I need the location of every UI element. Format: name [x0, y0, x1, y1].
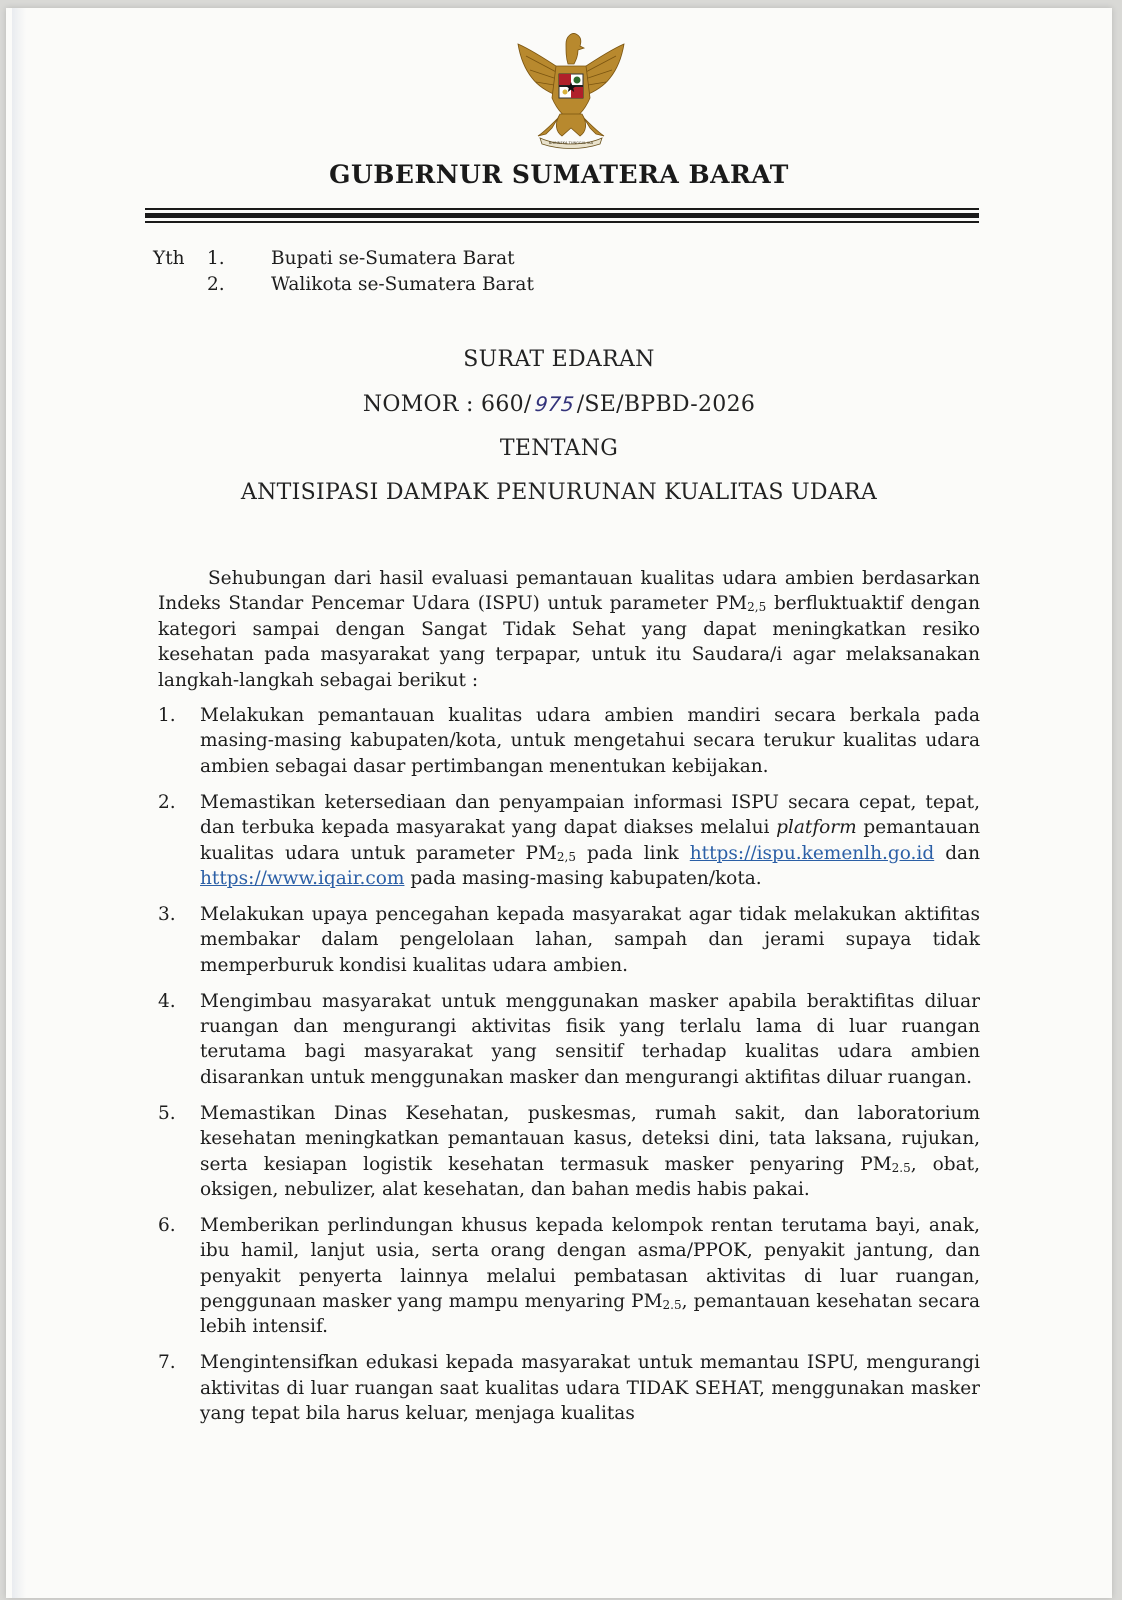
intro-text: Sehubungan dari hasil evaluasi pemantauan kualitas udara ambien berdasarkan Indeks Standar Pencemar Udara (ISPU) untuk parameter PM [158, 568, 980, 615]
item-number: 2. [158, 791, 176, 813]
item-subscript: 2,5 [556, 849, 576, 864]
item-number: 6. [158, 1214, 176, 1236]
intro-subscript: 2,5 [747, 600, 767, 615]
header-title: GUBERNUR SUMATERA BARAT [329, 160, 789, 189]
item-text: pada masing-masing kabupaten/kota. [404, 867, 762, 889]
header-rule-top [145, 208, 979, 210]
number-prefix: NOMOR : 660/ [362, 392, 532, 417]
document-number [6, 392, 1112, 417]
list-item [158, 1350, 980, 1426]
item-subscript: 2.5 [891, 1160, 911, 1175]
item-number: 4. [158, 990, 176, 1012]
header-rule-thick [145, 213, 979, 218]
item-number: 7. [158, 1352, 176, 1374]
instruction-list [158, 703, 980, 1427]
item-subscript: 2.5 [662, 1298, 682, 1313]
item-text: Memastikan ketersediaan dan penyampaian informasi ISPU secara cepat, tepat, dan terbuka kepada masyarakat yang dapat diakses melalui [200, 791, 980, 839]
item-text: Melakukan pemantauan kualitas udara ambien mandiri secara berkala pada masing-masing kabupaten/kota, untuk mengetahui secara terukur kualitas udara ambien sebagai dasar pertimbangan menentukan kebijakan. [200, 705, 980, 777]
document-page [6, 8, 1112, 1598]
document-subject: ANTISIPASI DAMPAK PENURUNAN KUALITAS UDARA [240, 480, 878, 505]
item-text: Mengintensifkan edukasi kepada masyarakat untuk memantau ISPU, mengurangi aktivitas di luar ruangan saat kualitas udara TIDAK SEHAT, menggunakan masker yang tepat bila harus keluar, menjaga kualitas [200, 1352, 980, 1425]
list-item [158, 703, 980, 779]
list-item [158, 790, 980, 892]
list-item [158, 1101, 980, 1203]
recipient-text: Walikota se-Sumatera Barat [271, 274, 534, 295]
ispu-link[interactable]: https://ispu.kemenlh.go.id [689, 842, 935, 864]
about-label: TENTANG [499, 436, 619, 461]
header-rule-bottom [145, 221, 979, 223]
garuda-pancasila-emblem-icon [510, 22, 632, 150]
recipient-number: 1. [207, 248, 225, 269]
item-text: Melakukan upaya pencegahan kepada masyarakat agar tidak melakukan aktifitas membakar dalam pengelolaan lahan, sampah dan jerami supaya tidak memperburuk kondisi kualitas udara ambien. [200, 903, 980, 976]
number-suffix: /SE/BPBD-2026 [576, 392, 756, 417]
item-text: pemantauan kualitas udara untuk parameter PM [200, 817, 980, 864]
item-text: , pemantauan kesehatan secara lebih intensif. [200, 1291, 980, 1338]
item-number: 5. [158, 1102, 176, 1124]
item-number: 1. [158, 705, 176, 727]
emblem-motto: BHINNEKA TUNGGAL IKA [548, 141, 594, 145]
document-body [158, 566, 980, 1437]
item-text: Memastikan Dinas Kesehatan, puskesmas, rumah sakit, dan laboratorium kesehatan meningkatkan pemantauan kasus, deteksi dini, tata laksana, rujukan, serta kesiapan logistik kesehatan termasuk masker penyaring PM [200, 1102, 980, 1175]
item-text: , obat, oksigen, nebulizer, alat kesehatan, dan bahan medis habis pakai. [200, 1153, 980, 1200]
item-text: pada link [576, 842, 690, 864]
scan-edge-shadow [12, 8, 26, 1598]
recipient-text: Bupati se-Sumatera Barat [271, 248, 515, 269]
recipient-number: 2. [207, 274, 225, 295]
handwritten-number: 975 [533, 392, 575, 416]
item-text: Mengimbau masyarakat untuk menggunakan masker apabila beraktifitas diluar ruangan dan mengurangi aktivitas fisik yang terlalu lama di luar ruangan terutama bagi masyarakat yang sensitif terhadap kualitas udara ambien disarankan untuk menggunakan masker dan mengurangi aktifitas diluar ruangan. [200, 990, 980, 1088]
item-number: 3. [158, 903, 176, 925]
list-item [158, 989, 980, 1091]
recipient-prefix: Yth [153, 248, 185, 269]
list-item [158, 1213, 980, 1340]
intro-text-continued: berfluktuaktif dengan kategori sampai dengan Sangat Tidak Sehat yang dapat meningkatkan resiko kesehatan pada masyarakat yang terpapar, untuk itu Saudara/i agar melaksanakan langkah-langkah sebagai berikut : [158, 593, 981, 691]
list-item [158, 902, 980, 978]
item-text: dan [934, 842, 981, 864]
intro-paragraph [158, 566, 980, 693]
item-italic-term: platform [776, 817, 857, 839]
iqair-link[interactable]: https://www.iqair.com [200, 867, 405, 889]
item-text: Memberikan perlindungan khusus kepada kelompok rentan terutama bayi, anak, ibu hamil, lanjut usia, serta orang dengan asma/PPOK, penyakit jantung, dan penyakit penyerta lainnya melalui pembatasan aktivitas di luar ruangan, penggunaan masker yang mampu menyaring PM [200, 1214, 980, 1313]
document-type: SURAT EDARAN [463, 347, 655, 372]
